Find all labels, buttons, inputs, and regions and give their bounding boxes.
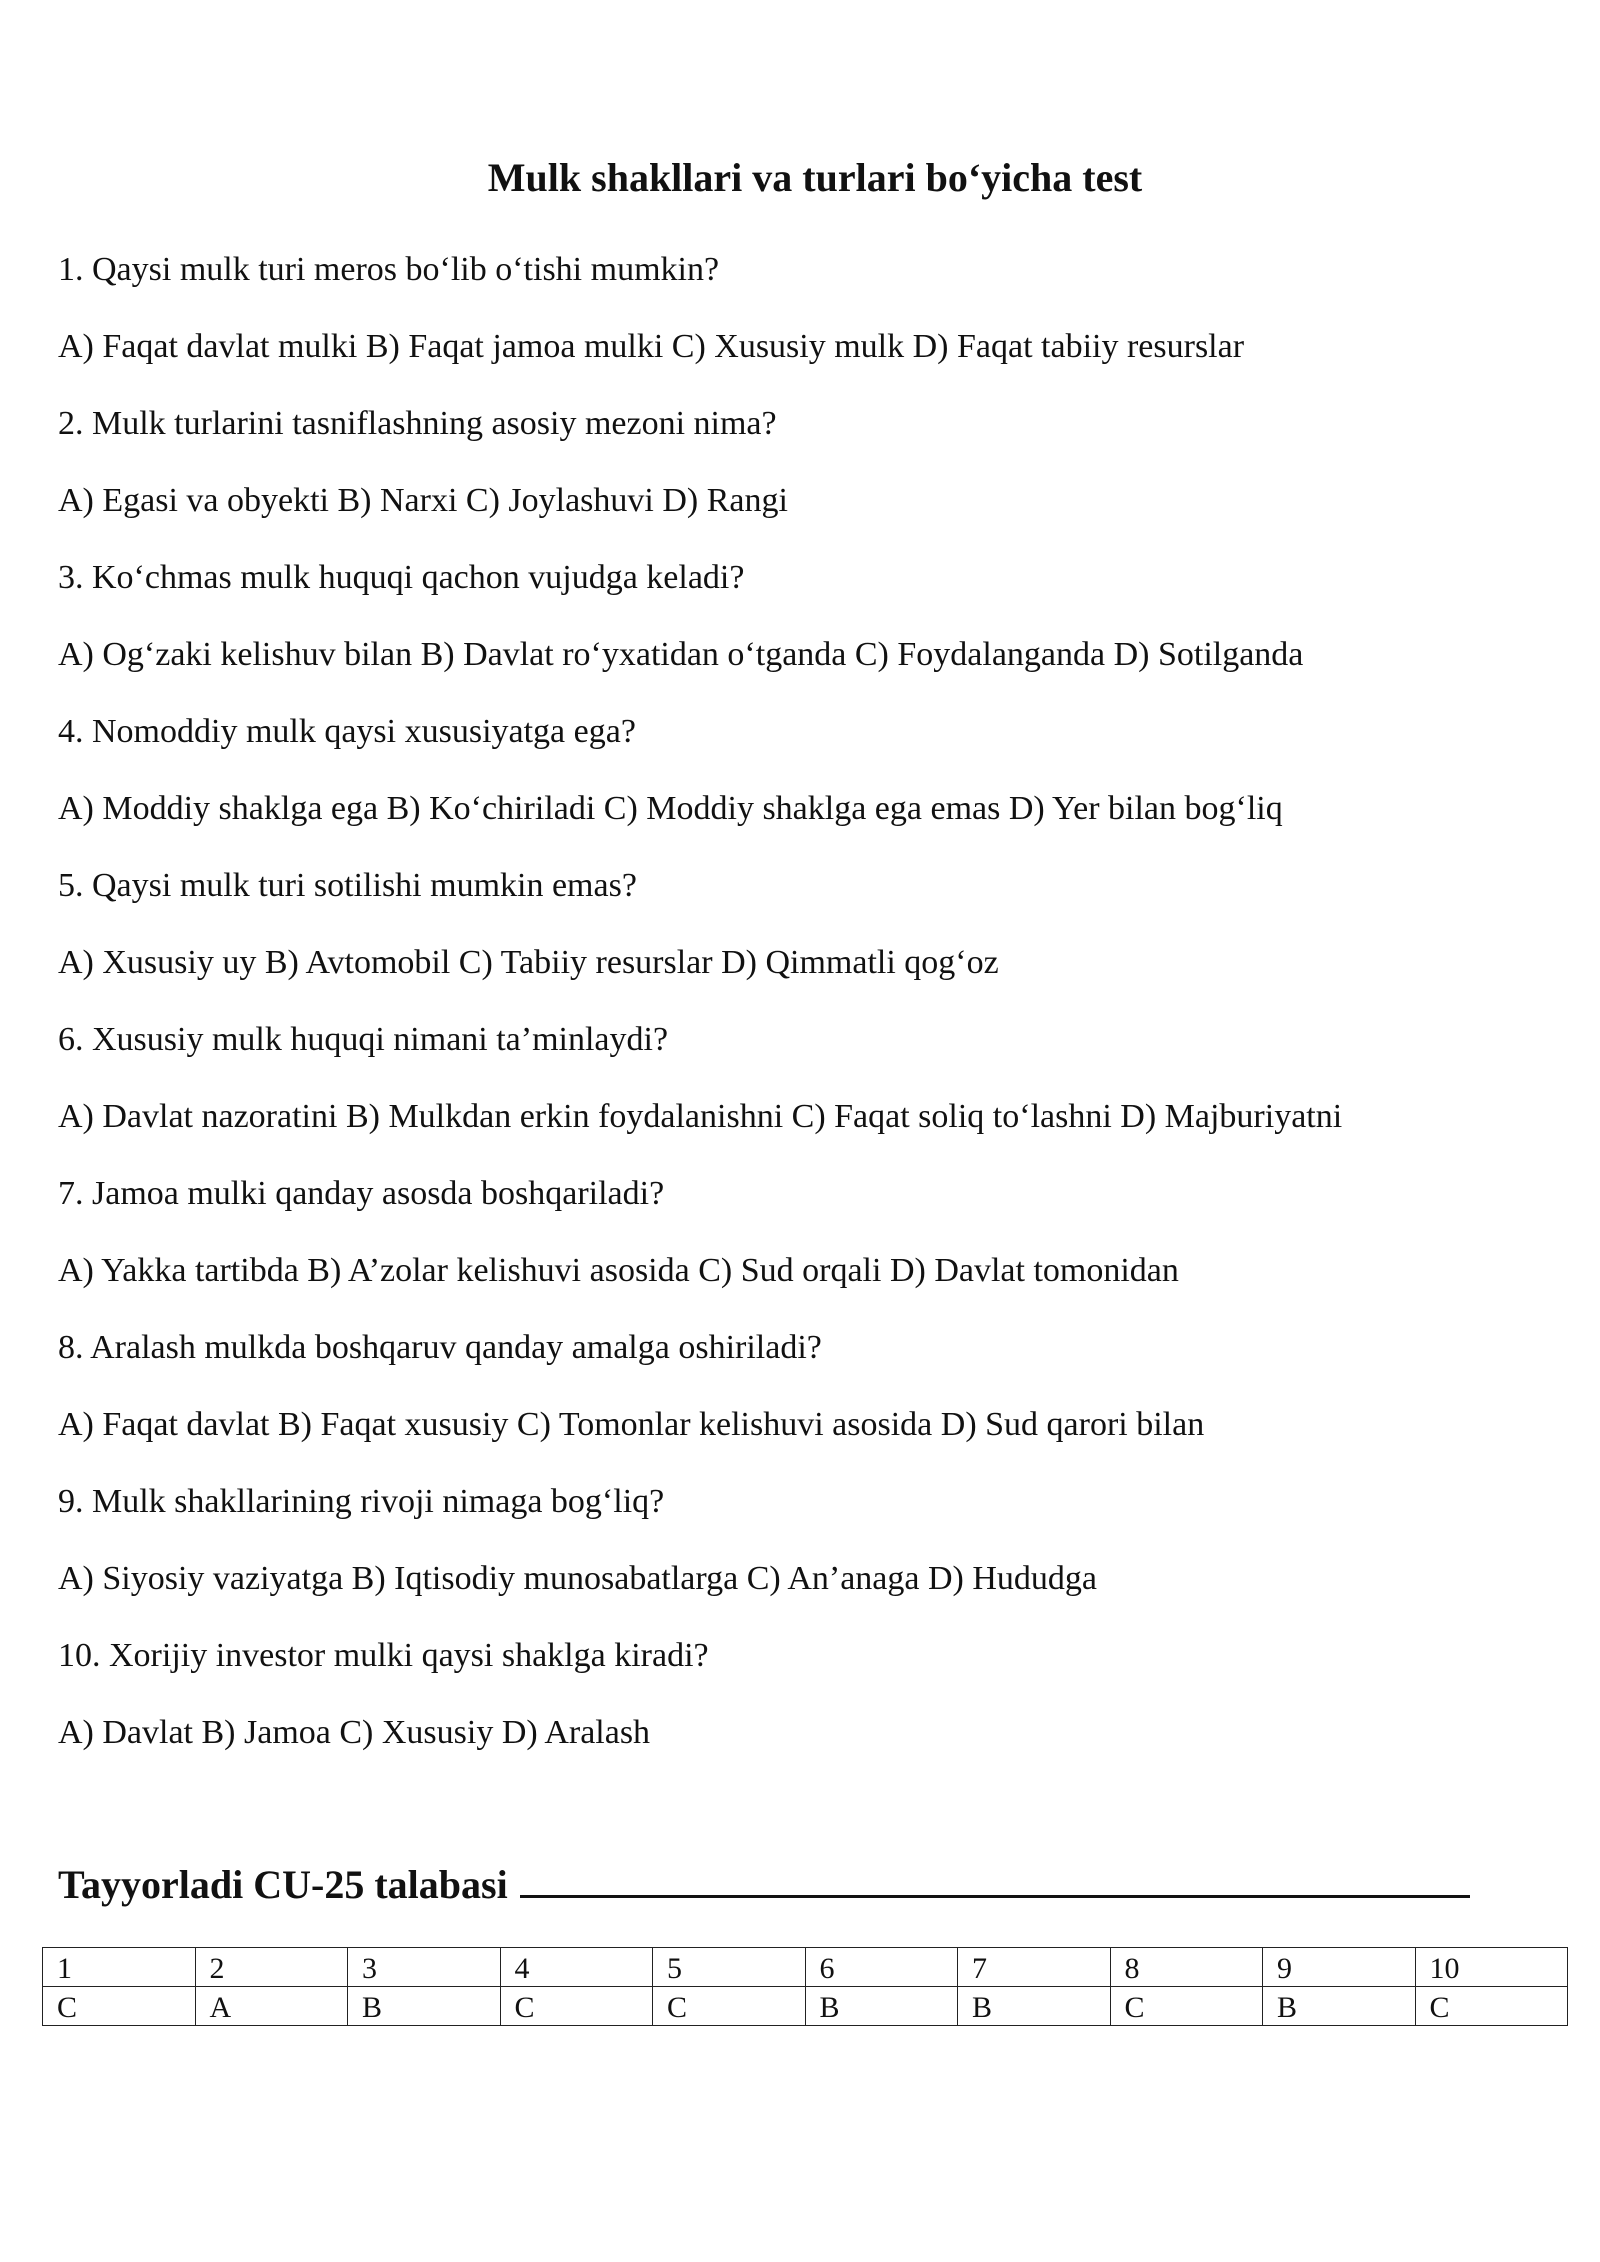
question-text: 8. Aralash mulkda boshqaruv qanday amalga oshiriladi? bbox=[58, 1329, 822, 1366]
question-number-cell: 10 bbox=[1415, 1948, 1568, 1987]
question-options: A) Yakka tartibda B) A’zolar kelishuvi asosida C) Sud orqali D) Davlat tomonidan bbox=[58, 1252, 1179, 1289]
question-text: 5. Qaysi mulk turi sotilishi mumkin emas? bbox=[58, 867, 637, 904]
question-list bbox=[58, 231, 1558, 1771]
question-number-cell: 6 bbox=[805, 1948, 958, 1987]
answer-cell: B bbox=[348, 1987, 501, 2026]
question-options: A) Davlat B) Jamoa C) Xususiy D) Aralash bbox=[58, 1714, 651, 1751]
question-number-cell: 3 bbox=[348, 1948, 501, 1987]
question-options: A) Xususiy uy B) Avtomobil C) Tabiiy resurslar D) Qimmatli qog‘oz bbox=[58, 944, 999, 981]
question-number-cell: 4 bbox=[500, 1948, 653, 1987]
question-options: A) Egasi va obyekti B) Narxi C) Joylashuvi D) Rangi bbox=[58, 482, 788, 519]
answer-key-number-row bbox=[43, 1948, 1568, 1987]
question-text: 6. Xususiy mulk huquqi nimani ta’minlaydi? bbox=[58, 1021, 669, 1058]
question-number-cell: 2 bbox=[195, 1948, 348, 1987]
answer-key-answer-row bbox=[43, 1987, 1568, 2026]
question-text: 4. Nomoddiy mulk qaysi xususiyatga ega? bbox=[58, 713, 636, 750]
question-options: A) Faqat davlat mulki B) Faqat jamoa mulki C) Xususiy mulk D) Faqat tabiiy resurslar bbox=[58, 328, 1245, 365]
signature-label: Tayyorladi CU-25 talabasi bbox=[58, 1862, 508, 1907]
document-title: Mulk shakllari va turlari bo‘yicha test bbox=[487, 155, 1143, 200]
question-number-cell: 5 bbox=[653, 1948, 806, 1987]
question-number-cell: 7 bbox=[958, 1948, 1111, 1987]
question-number-cell: 9 bbox=[1263, 1948, 1416, 1987]
answer-cell: A bbox=[195, 1987, 348, 2026]
question-options: A) Faqat davlat B) Faqat xususiy C) Tomonlar kelishuvi asosida D) Sud qarori bilan bbox=[58, 1406, 1205, 1443]
answer-cell: C bbox=[500, 1987, 653, 2026]
question-text: 7. Jamoa mulki qanday asosda boshqariladi? bbox=[58, 1175, 665, 1212]
question-text: 10. Xorijiy investor mulki qaysi shaklga kiradi? bbox=[58, 1637, 709, 1674]
question-text: 9. Mulk shakllarining rivoji nimaga bog‘liq? bbox=[58, 1483, 665, 1520]
answer-cell: B bbox=[1263, 1987, 1416, 2026]
question-options: A) Moddiy shaklga ega B) Ko‘chiriladi C) Moddiy shaklga ega emas D) Yer bilan bog‘liq bbox=[58, 790, 1283, 827]
answer-cell: B bbox=[958, 1987, 1111, 2026]
question-number-cell: 8 bbox=[1110, 1948, 1263, 1987]
question-options: A) Siyosiy vaziyatga B) Iqtisodiy munosabatlarga C) An’anaga D) Hududga bbox=[58, 1560, 1097, 1597]
question-text: 3. Ko‘chmas mulk huquqi qachon vujudga keladi? bbox=[58, 559, 745, 596]
answer-key-table bbox=[42, 1947, 1568, 2026]
question-text: 2. Mulk turlarini tasniflashning asosiy mezoni nima? bbox=[58, 405, 777, 442]
signature-block bbox=[58, 1855, 1470, 1915]
answer-cell: B bbox=[805, 1987, 958, 2026]
answer-cell: C bbox=[43, 1987, 196, 2026]
question-options: A) Og‘zaki kelishuv bilan B) Davlat ro‘yxatidan o‘tganda C) Foydalanganda D) Sotilganda bbox=[58, 636, 1304, 673]
answer-cell: C bbox=[1110, 1987, 1263, 2026]
signature-line bbox=[520, 1855, 1470, 1898]
question-number-cell: 1 bbox=[43, 1948, 196, 1987]
question-options: A) Davlat nazoratini B) Mulkdan erkin foydalanishni C) Faqat soliq to‘lashni D) Majburiyatni bbox=[58, 1098, 1343, 1135]
answer-cell: C bbox=[1415, 1987, 1568, 2026]
answer-cell: C bbox=[653, 1987, 806, 2026]
question-text: 1. Qaysi mulk turi meros bo‘lib o‘tishi mumkin? bbox=[58, 251, 720, 288]
